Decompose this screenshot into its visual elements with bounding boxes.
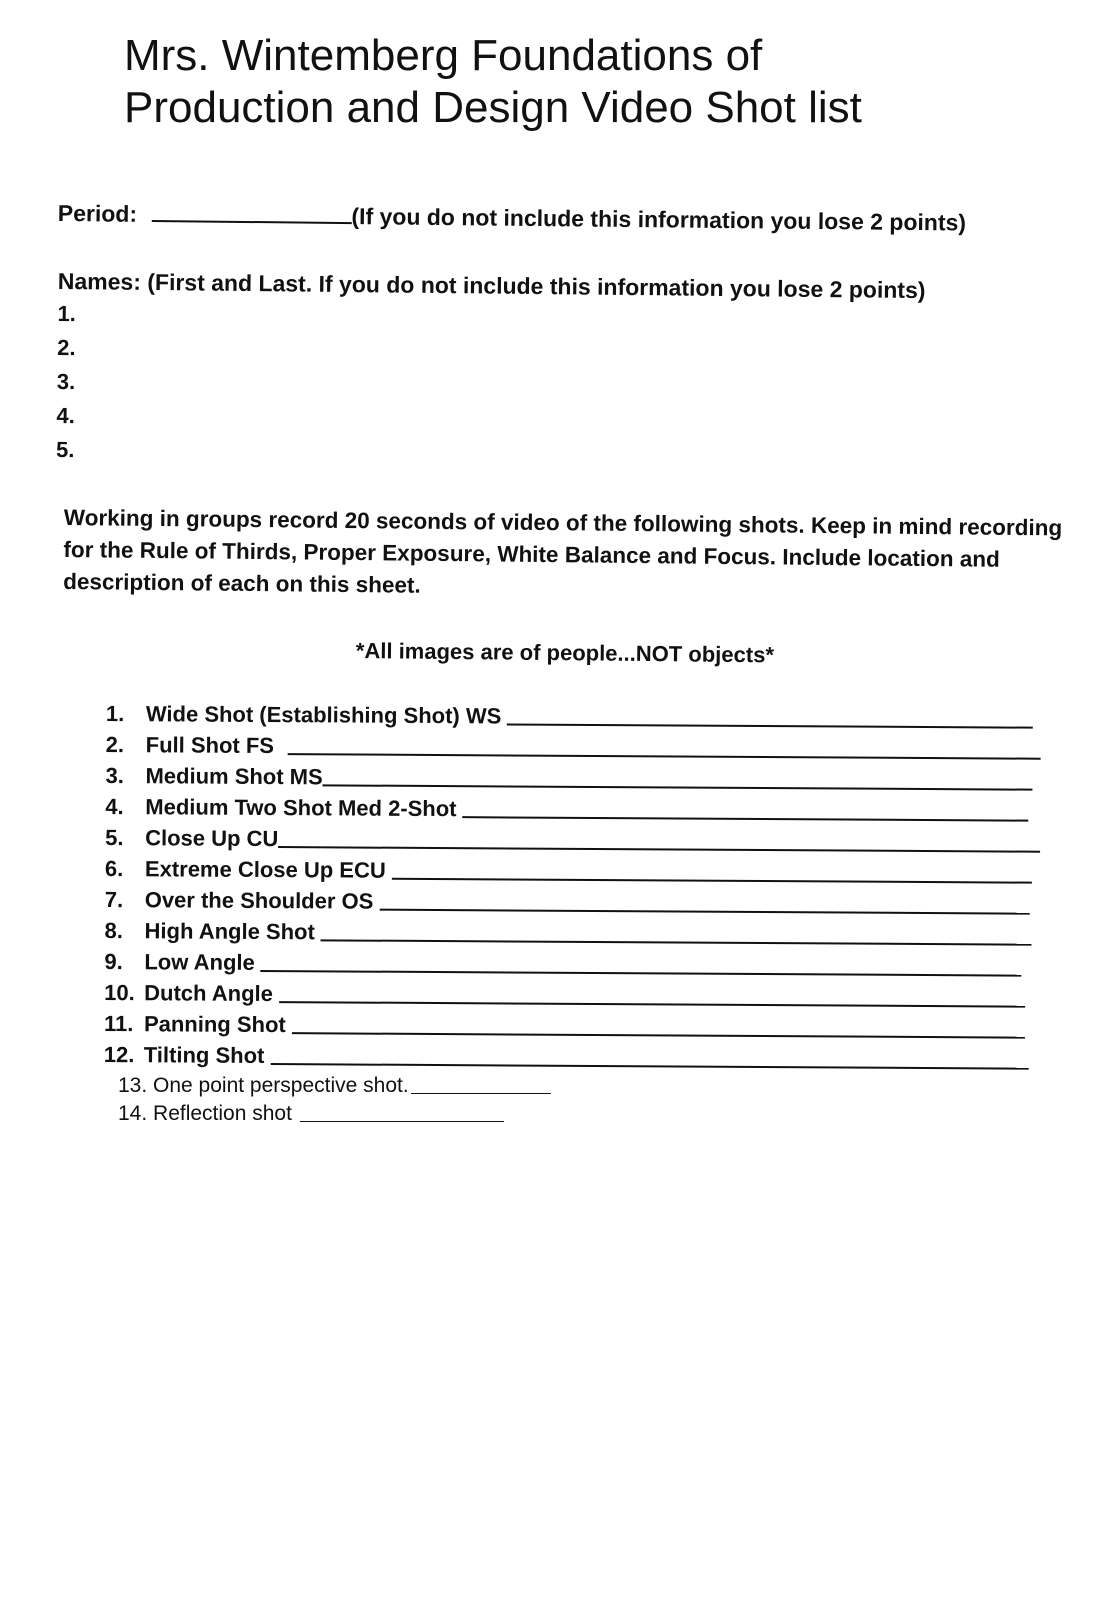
extra-shot-answer-line[interactable]: [300, 1121, 504, 1122]
shot-answer-line[interactable]: [261, 970, 1022, 977]
shot-label: Tilting Shot: [143, 1042, 265, 1068]
extra-shot-row: [118, 1098, 718, 1126]
period-row: [58, 200, 1058, 237]
shot-number: 5.: [105, 824, 124, 851]
shot-row: [105, 851, 1040, 888]
shot-row: [105, 820, 1040, 857]
name-entry[interactable]: 5.: [55, 436, 75, 463]
shot-row: [104, 944, 1039, 981]
extra-shot-answer-line[interactable]: [411, 1093, 551, 1094]
extra-shot-label: 14. Reflection shot: [118, 1102, 292, 1125]
shot-label: Low Angle: [144, 949, 255, 975]
shot-label: Wide Shot (Establishing Shot) WS: [145, 701, 502, 729]
shot-row: [106, 727, 1041, 764]
period-label: Period:: [57, 200, 138, 227]
instructions-paragraph: Working in groups record 20 seconds of video of the following shots. Keep in mind recording for the Rule of Thirds, Proper Exposure, White Balance and Focus. Include location and description of each on this sheet.: [63, 504, 1063, 598]
shot-number: 2.: [105, 731, 125, 758]
period-blank[interactable]: [151, 220, 351, 224]
shot-answer-line[interactable]: [507, 723, 1033, 728]
shot-row: [104, 1006, 1039, 1043]
shot-answer-line[interactable]: [321, 939, 1032, 945]
title-line-2: Production and Design Video Shot list: [124, 83, 862, 132]
period-note: (If you do not include this information you lose 2 points): [351, 203, 967, 236]
extra-shot-list: [118, 1070, 718, 1126]
shot-row: [106, 696, 1041, 733]
shot-label: Panning Shot: [143, 1011, 286, 1038]
shot-label: Dutch Angle: [144, 980, 273, 1007]
shot-number: 10.: [104, 979, 135, 1006]
shot-row: [104, 1037, 1039, 1074]
shot-number: 7.: [104, 886, 124, 913]
shot-answer-line[interactable]: [292, 1032, 1025, 1038]
name-entry[interactable]: 1.: [57, 300, 77, 327]
shot-label: High Angle Shot: [144, 918, 315, 945]
shot-row: [104, 913, 1039, 950]
shot-number: 1.: [105, 700, 125, 727]
shot-answer-line[interactable]: [392, 878, 1032, 884]
extra-shot-label: 13. One point perspective shot.: [118, 1074, 409, 1097]
extra-shot-row: [118, 1070, 718, 1098]
name-entry[interactable]: 4.: [56, 402, 75, 429]
shot-number: 4.: [105, 793, 124, 820]
shot-label: Medium Two Shot Med 2-Shot: [145, 794, 457, 822]
shot-number: 9.: [104, 948, 123, 975]
shot-answer-line[interactable]: [279, 1001, 1025, 1008]
shot-answer-line[interactable]: [270, 1063, 1028, 1070]
title-line-1: Mrs. Wintemberg Foundations of: [124, 31, 763, 80]
shot-row: [104, 975, 1039, 1012]
shot-row: [105, 789, 1040, 826]
shot-number: 8.: [104, 917, 124, 944]
shot-answer-line[interactable]: [323, 784, 1033, 790]
shot-number: 3.: [105, 762, 124, 789]
name-entry[interactable]: 3.: [56, 368, 76, 395]
page-title: [124, 30, 1024, 134]
shot-label: Close Up CU: [145, 825, 279, 852]
shot-label: Full Shot FS: [145, 732, 275, 759]
shot-label: Extreme Close Up ECU: [144, 856, 386, 883]
shot-number: 11.: [103, 1010, 134, 1037]
shot-row: [105, 758, 1040, 795]
names-header: Names: (First and Last. If you do not include this information you lose 2 points): [57, 268, 926, 304]
shot-number: 6.: [104, 855, 124, 882]
shot-answer-line[interactable]: [379, 909, 1029, 915]
names-block: [56, 268, 1058, 477]
shot-answer-line[interactable]: [278, 846, 1040, 853]
people-note: *All images are of people...NOT objects*: [355, 638, 775, 668]
shot-label: Medium Shot MS: [145, 763, 323, 790]
shot-label: Over the Shoulder OS: [144, 887, 374, 914]
shot-list: [104, 696, 1041, 1074]
shot-answer-line[interactable]: [462, 816, 1028, 821]
name-entry[interactable]: 2.: [57, 334, 76, 361]
shot-number: 12.: [103, 1041, 135, 1068]
shot-answer-line[interactable]: [288, 753, 1041, 760]
names-list: [56, 297, 1058, 477]
shot-row: [105, 882, 1040, 919]
